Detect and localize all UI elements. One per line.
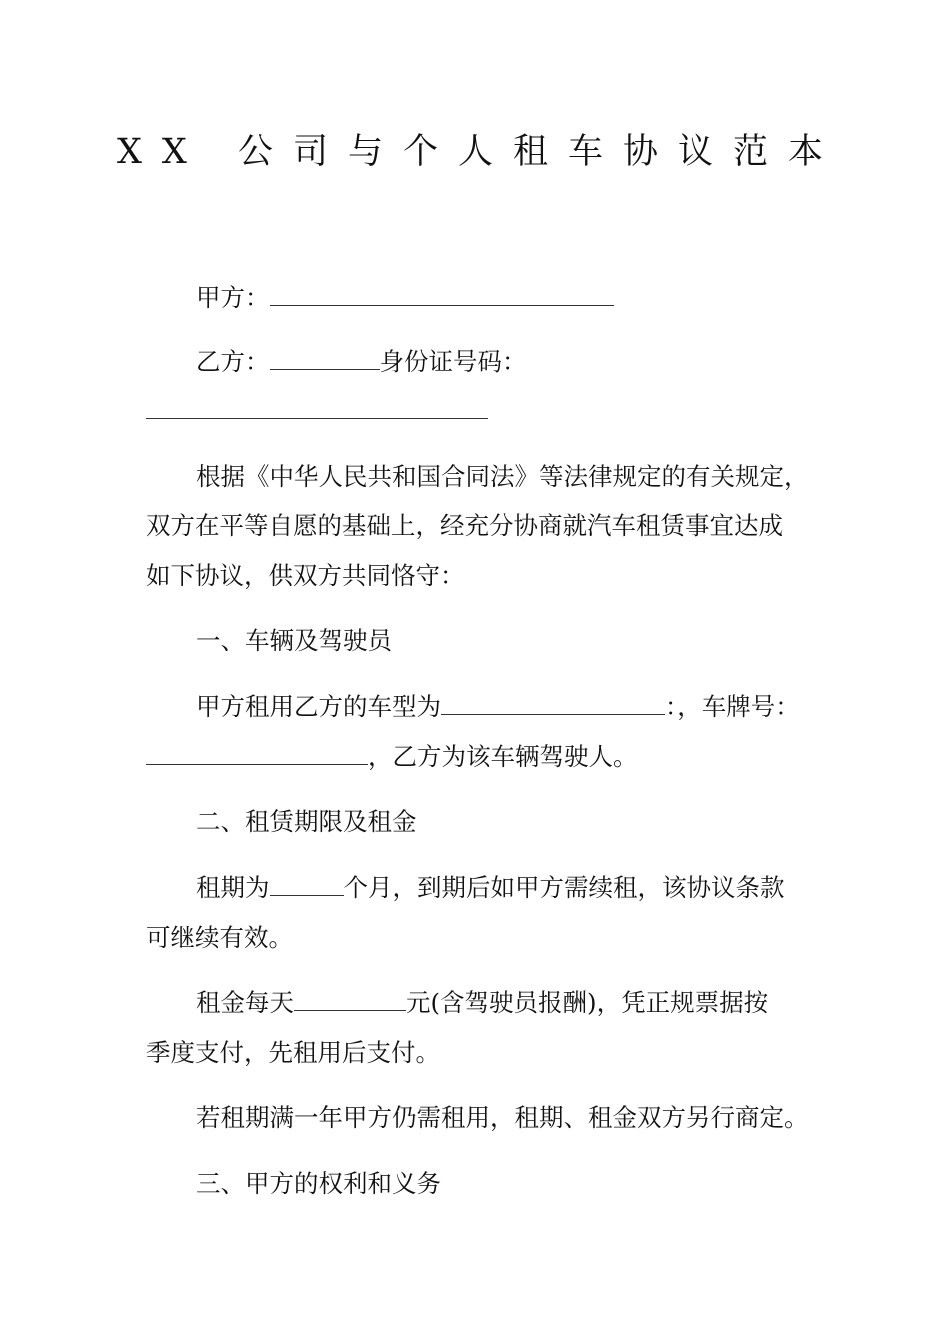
party-a-line bbox=[196, 283, 614, 313]
plate-number-blank[interactable] bbox=[146, 742, 368, 765]
plate-number-line bbox=[146, 742, 638, 772]
lease-term-text: 个月，到期后如甲方需续租，该协议条款 bbox=[343, 873, 785, 902]
document-title: XX 公司与个人租车协议范本 bbox=[117, 132, 843, 172]
renewal-clause: 若租期满一年甲方仍需租用，租期、租金双方另行商定。 bbox=[196, 1103, 809, 1132]
driver-clause: ，乙方为该车辆驾驶人。 bbox=[368, 742, 638, 771]
plate-number-label: ：，车牌号： bbox=[665, 692, 800, 721]
intro-line-3: 如下协议，供双方共同恪守： bbox=[146, 561, 465, 590]
party-a-blank[interactable] bbox=[270, 283, 614, 306]
daily-rent-blank[interactable] bbox=[294, 988, 406, 1011]
lease-term-line-2: 可继续有效。 bbox=[146, 923, 293, 952]
lease-term-line bbox=[196, 873, 785, 903]
id-number-blank[interactable] bbox=[146, 418, 488, 419]
id-number-label: 身份证号码： bbox=[379, 347, 527, 376]
section-1-heading: 一、车辆及驾驶员 bbox=[196, 626, 392, 655]
party-b-label: 乙方： bbox=[196, 347, 270, 376]
intro-line-2: 双方在平等自愿的基础上，经充分协商就汽车租赁事宜达成 bbox=[146, 511, 783, 540]
daily-rent-text: 元(含驾驶员报酬)，凭正规票据按 bbox=[406, 988, 769, 1017]
vehicle-model-line bbox=[196, 692, 800, 722]
party-b-line bbox=[196, 347, 527, 377]
section-3-heading: 三、甲方的权利和义务 bbox=[196, 1169, 441, 1198]
lease-months-blank[interactable] bbox=[270, 873, 344, 896]
party-b-blank[interactable] bbox=[270, 347, 380, 370]
vehicle-model-blank[interactable] bbox=[441, 692, 665, 715]
lease-term-label: 租期为 bbox=[196, 873, 270, 902]
daily-rent-line bbox=[196, 988, 768, 1018]
intro-line-1: 根据《中华人民共和国合同法》等法律规定的有关规定， bbox=[196, 462, 809, 491]
daily-rent-label: 租金每天 bbox=[196, 988, 294, 1017]
section-2-heading: 二、租赁期限及租金 bbox=[196, 807, 417, 836]
vehicle-model-label: 甲方租用乙方的车型为 bbox=[196, 692, 441, 721]
daily-rent-line-2: 季度支付，先租用后支付。 bbox=[146, 1038, 440, 1067]
party-a-label: 甲方： bbox=[196, 283, 270, 312]
